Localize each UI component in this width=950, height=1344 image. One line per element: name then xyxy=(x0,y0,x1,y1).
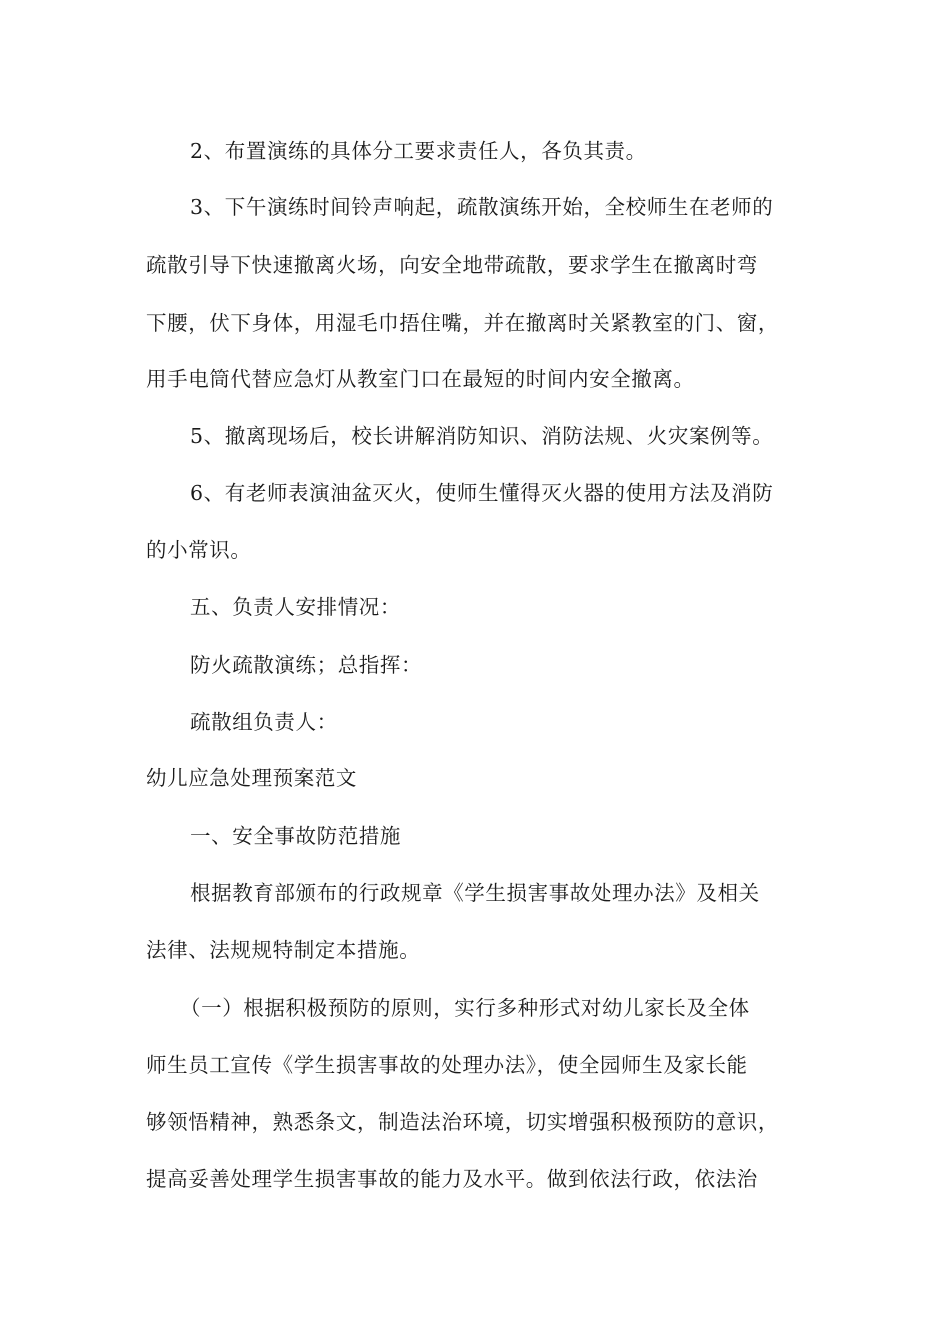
paragraph-line-18: 够领悟精神，熟悉条文，制造法治环境，切实增强积极预防的意识， xyxy=(146,1110,779,1134)
paragraph-line-17: 师生员工宣传《学生损害事故的处理办法》，使全园师生及家长能 xyxy=(146,1053,748,1077)
paragraph-line-10: 防火疏散演练；总指挥： xyxy=(190,653,423,677)
paragraph-line-14: 根据教育部颁布的行政规章《学生损害事故处理办法》及相关 xyxy=(190,881,760,905)
paragraph-line-11: 疏散组负责人： xyxy=(190,710,338,734)
paragraph-line-6: 5、撤离现场后，校长讲解消防知识、消防法规、火灾案例等。 xyxy=(190,424,774,448)
paragraph-line-1: 2、布置演练的具体分工要求责任人，各负其责。 xyxy=(190,139,647,163)
paragraph-line-15: 法律、法规规特制定本措施。 xyxy=(146,938,421,962)
document-title: 幼儿应急处理预案范文 xyxy=(146,766,357,790)
paragraph-line-16: （一）根据积极预防的原则，实行多种形式对幼儿家长及全体 xyxy=(180,996,750,1020)
paragraph-line-4: 下腰，伏下身体，用湿毛巾捂住嘴，并在撤离时关紧教室的门、窗， xyxy=(146,311,779,335)
paragraph-line-7: 6、有老师表演油盆灭火，使师生懂得灭火器的使用方法及消防 xyxy=(190,481,774,505)
section-heading-responsible: 五、负责人安排情况： xyxy=(190,595,401,619)
section-heading-safety: 一、安全事故防范措施 xyxy=(190,824,401,848)
paragraph-line-8: 的小常识。 xyxy=(146,538,252,562)
paragraph-line-5: 用手电筒代替应急灯从教室门口在最短的时间内安全撤离。 xyxy=(146,367,695,391)
paragraph-line-3: 疏散引导下快速撤离火场，向安全地带疏散，要求学生在撤离时弯 xyxy=(146,253,758,277)
paragraph-line-2: 3、下午演练时间铃声响起，疏散演练开始，全校师生在老师的 xyxy=(190,195,774,219)
paragraph-line-19: 提高妥善处理学生损害事故的能力及水平。做到依法行政，依法治 xyxy=(146,1167,758,1191)
